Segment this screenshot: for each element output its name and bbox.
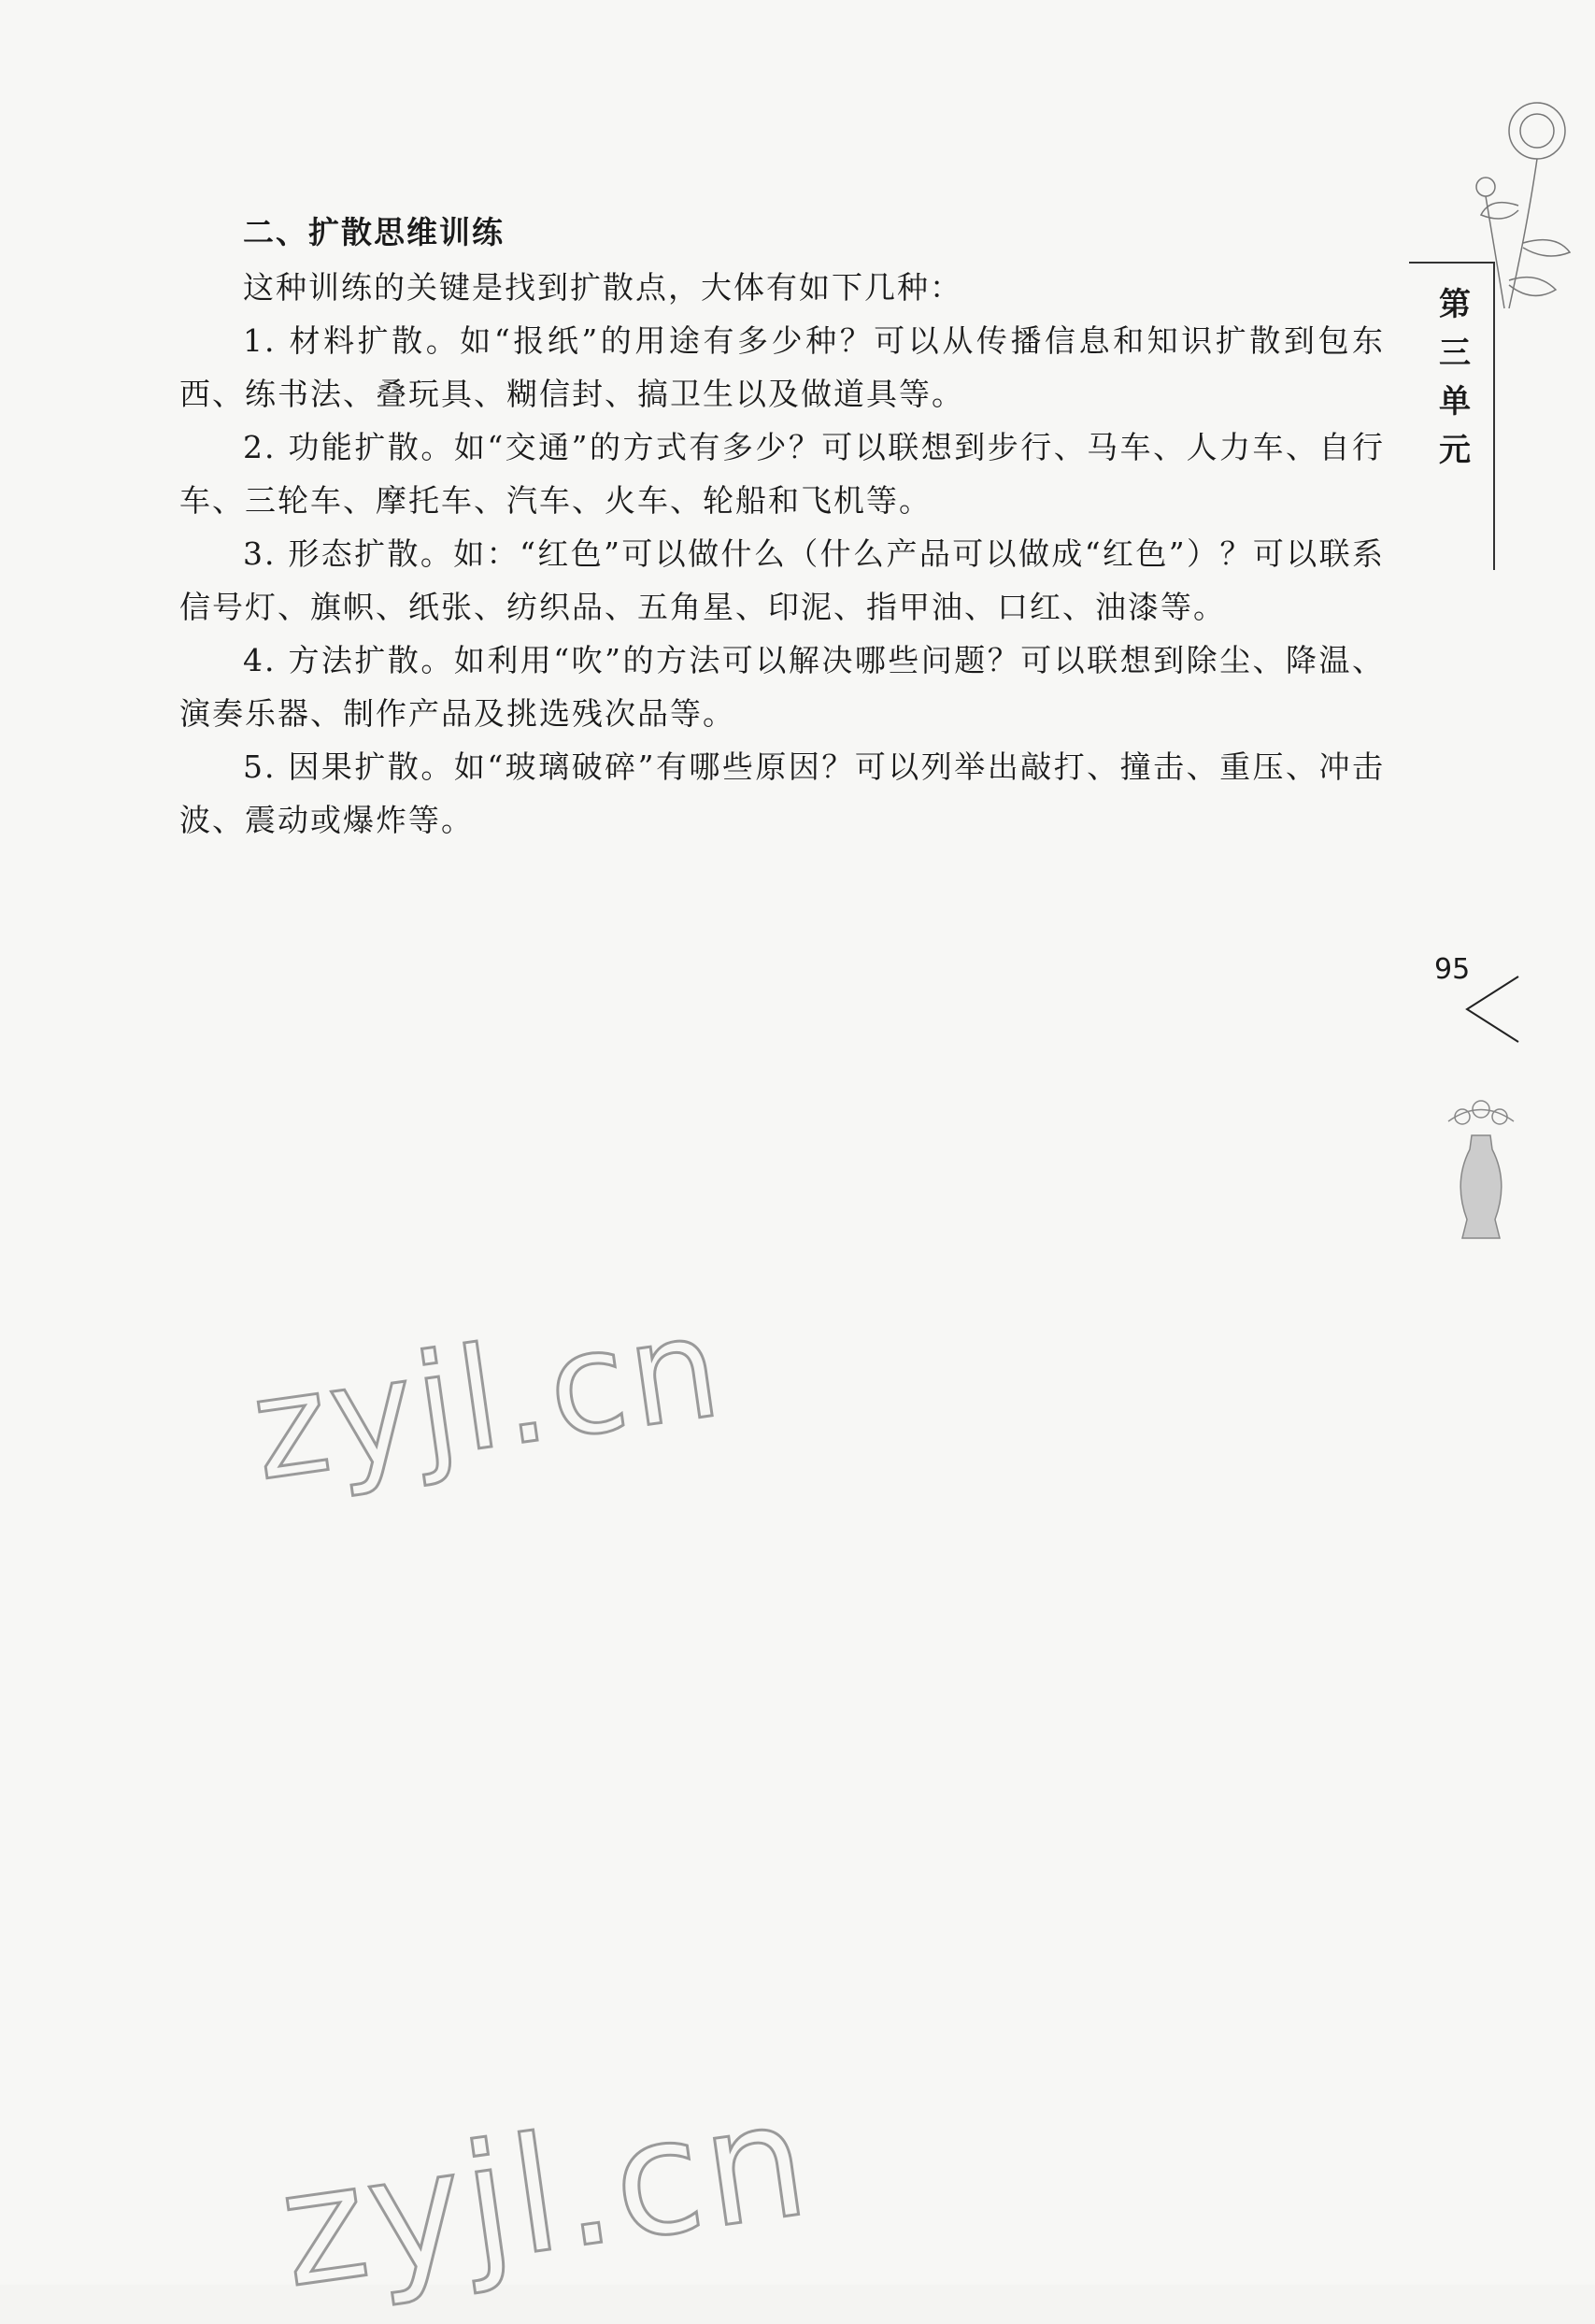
unit-label-char: 第 [1439, 286, 1471, 323]
side-rule-top [1409, 262, 1495, 264]
list-item: 1. 材料扩散。如“报纸”的用途有多少种？可以从传播信息和知识扩散到包东西、练书法、叠玩具、糊信封、搞卫生以及做道具等。 [179, 322, 1385, 412]
intro-paragraph: 这种训练的关键是找到扩散点，大体有如下几种： [243, 269, 962, 306]
unit-label-char: 单 [1439, 383, 1471, 421]
list-item: 4. 方法扩散。如利用“吹”的方法可以解决哪些问题？可以联想到除尘、降温、演奏乐器、制作产品及挑选残次品等。 [179, 642, 1385, 732]
page-number: 95 [1434, 953, 1471, 986]
unit-label [1431, 280, 1478, 475]
watermark: zyjl.cn [269, 2066, 821, 2324]
main-text [179, 206, 1385, 847]
side-rule [1493, 262, 1495, 570]
list-item: 3. 形态扩散。如：“红色”可以做什么（什么产品可以做成“红色”）？可以联系信号灯、旗帜、纸张、纺织品、五角星、印泥、指甲油、口红、油漆等。 [179, 535, 1385, 625]
watermark: zyjl.cn [243, 1285, 733, 1513]
section-heading: 二、扩散思维训练 [243, 214, 505, 250]
chevron-left-icon [1458, 972, 1523, 1047]
list-item: 2. 功能扩散。如“交通”的方式有多少？可以联想到步行、马车、人力车、自行车、三轮车、摩托车、汽车、火车、轮船和飞机等。 [179, 429, 1385, 519]
list-item: 5. 因果扩散。如“玻璃破碎”有哪些原因？可以列举出敲打、撞击、重压、冲击波、震动或爆炸等。 [179, 749, 1385, 838]
vase-illustration [1434, 1098, 1528, 1248]
unit-label-char: 三 [1439, 335, 1471, 372]
unit-label-char: 元 [1439, 432, 1471, 469]
